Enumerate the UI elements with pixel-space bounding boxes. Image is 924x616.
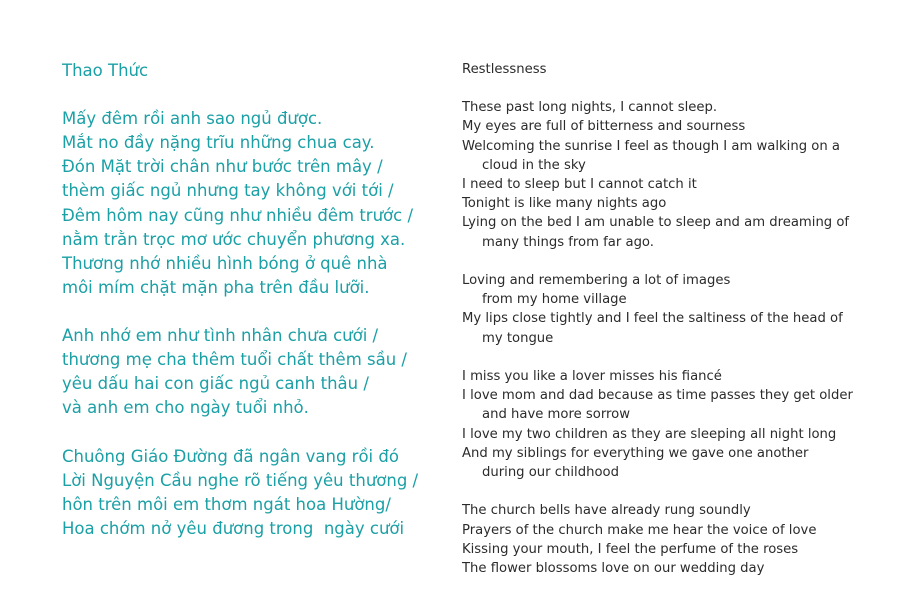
vietnamese-poem-body bbox=[62, 107, 442, 541]
english-poem-body bbox=[462, 98, 902, 578]
stanza-spacer bbox=[62, 420, 442, 444]
translation-line: Lying on the bed I am unable to sleep and am dreaming of bbox=[462, 215, 850, 231]
poem-line: Đêm hôm nay cũng như nhiều đêm trước / bbox=[62, 205, 414, 225]
translation-line: I love my two children as they are sleeping all night long bbox=[462, 426, 837, 442]
poem-line: Hoa chớm nở yêu đương trong ngày cưới bbox=[62, 518, 405, 538]
translation-line: Prayers of the church make me hear the voice of love bbox=[462, 522, 817, 538]
translation-line: Kissing your mouth, I feel the perfume of the roses bbox=[462, 541, 799, 557]
translation-line: cloud in the sky bbox=[482, 157, 586, 173]
translation-line: My lips close tightly and I feel the saltiness of the head of bbox=[462, 311, 843, 327]
translation-line: Loving and remembering a lot of images bbox=[462, 273, 731, 289]
translation-line: and have more sorrow bbox=[482, 407, 631, 423]
vietnamese-poem-title: Thao Thức bbox=[62, 61, 149, 80]
translation-line: many things from far ago. bbox=[482, 234, 654, 250]
vietnamese-poem bbox=[62, 59, 442, 541]
translation-line: Tonight is like many nights ago bbox=[462, 196, 667, 212]
translation-line: I need to sleep but I cannot catch it bbox=[462, 177, 697, 193]
poem-line: và anh em cho ngày tuổi nhỏ. bbox=[62, 398, 309, 418]
english-poem-title: Restlessness bbox=[462, 62, 547, 77]
stanza-spacer bbox=[62, 300, 442, 324]
translation-line: The flower blossoms love on our wedding day bbox=[462, 561, 765, 577]
poem-line: Anh nhớ em như tình nhân chưa cưới / bbox=[62, 326, 379, 346]
translation-line: I love mom and dad because as time passes they get older bbox=[462, 388, 853, 404]
stanza-spacer bbox=[462, 252, 902, 271]
poem-line: Thương nhớ nhiều hình bóng ở quê nhà bbox=[62, 253, 388, 273]
poem-line: Đón Mặt trời chân như bước trên mây / bbox=[62, 157, 383, 177]
poem-line: nằm trằn trọc mơ ước chuyển phương xa. bbox=[62, 229, 406, 249]
translation-line: during our childhood bbox=[482, 465, 619, 481]
translation-line: And my siblings for everything we gave one another bbox=[462, 445, 809, 461]
poem-line: hôn trên môi em thơm ngát hoa Hường/ bbox=[62, 494, 391, 514]
translation-line: from my home village bbox=[482, 292, 627, 308]
poem-line: Lời Nguyện Cầu nghe rõ tiếng yêu thương / bbox=[62, 470, 419, 490]
spacer bbox=[62, 83, 442, 107]
translation-line: Welcoming the sunrise I feel as though I am walking on a bbox=[462, 138, 840, 154]
poem-line: Mắt no đầy nặng trĩu những chua cay. bbox=[62, 133, 375, 153]
poem-line: môi mím chặt mặn pha trên đầu lưỡi. bbox=[62, 277, 370, 297]
poem-line: thương mẹ cha thêm tuổi chất thêm sầu / bbox=[62, 350, 407, 370]
translation-line: My eyes are full of bitterness and sourness bbox=[462, 119, 746, 135]
poem-line: thèm giấc ngủ nhưng tay không với tới / bbox=[62, 181, 394, 201]
stanza-spacer bbox=[462, 482, 902, 501]
translation-line: These past long nights, I cannot sleep. bbox=[462, 100, 718, 116]
poem-line: Chuông Giáo Đường đã ngân vang rồi đó bbox=[62, 446, 399, 466]
translation-line: The church bells have already rung soundly bbox=[462, 503, 751, 519]
stanza-spacer bbox=[462, 348, 902, 367]
poem-line: Mấy đêm rồi anh sao ngủ được. bbox=[62, 109, 323, 129]
english-translation bbox=[462, 60, 902, 578]
poem-line: yêu dấu hai con giấc ngủ canh thâu / bbox=[62, 374, 369, 394]
translation-line: I miss you like a lover misses his fiancé bbox=[462, 369, 722, 385]
translation-line: my tongue bbox=[482, 330, 554, 346]
